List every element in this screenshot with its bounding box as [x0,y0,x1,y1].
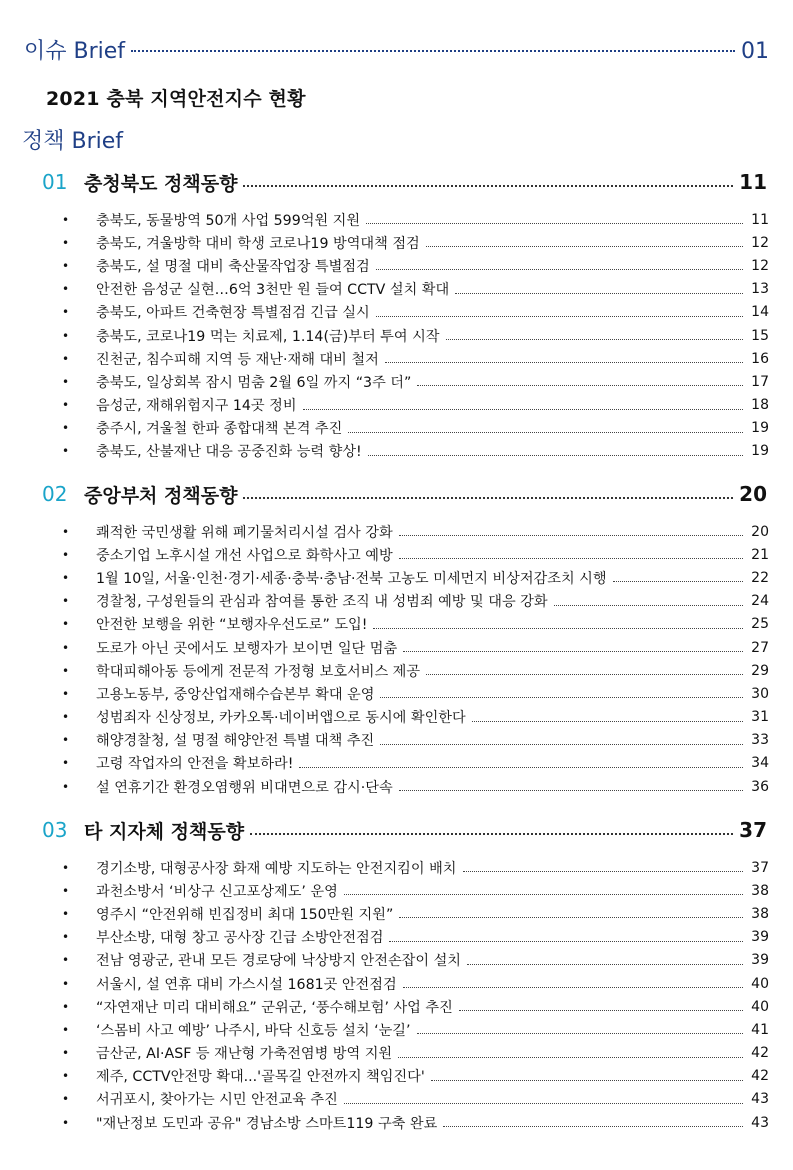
toc-entry[interactable] [62,949,769,972]
toc-entry-title: 중소기업 노후시설 개선 사업으로 화학사고 예방 [96,547,393,564]
toc-entry[interactable] [62,636,769,659]
leader-dots [399,790,743,791]
leader-dots [443,1126,743,1127]
toc-entry-title: ‘스몸비 사고 예방’ 나주시, 바닥 신호등 설치 ‘눈길’ [96,1022,411,1039]
leader-dots [348,432,743,433]
section-heading-row[interactable] [42,817,767,843]
toc-entry-title: 영주시 “안전위해 빈집정비 최대 150만원 지원” [96,906,394,923]
toc-entry-page: 40 [751,975,769,992]
bullet-icon: • [62,976,70,991]
section-heading-row[interactable] [42,481,767,507]
toc-entry[interactable] [62,902,769,925]
toc-entry[interactable] [62,566,769,589]
toc-entry-title: 음성군, 재해위험지구 14곳 정비 [96,398,297,415]
leader-dots [463,871,744,872]
bullet-icon: • [62,398,70,413]
leader-dots [613,581,743,582]
leader-dots [344,894,743,895]
leader-dots [131,50,735,52]
toc-entry[interactable] [62,856,769,879]
toc-entry-page: 39 [751,929,769,946]
toc-entry[interactable] [62,659,769,682]
toc-entry-title: 충북도, 겨울방학 대비 학생 코로나19 방역대책 점검 [96,235,420,252]
bullet-icon: • [62,860,70,875]
section-number: 02 [42,482,68,506]
toc-entry-page: 18 [751,397,769,414]
toc-entry[interactable] [62,347,769,370]
bullet-icon: • [62,594,70,609]
bullet-icon: • [62,1092,70,1107]
toc-entry-page: 37 [751,859,769,876]
toc-entry-page: 43 [751,1091,769,1108]
toc-entry[interactable] [62,324,769,347]
toc-entry-page: 14 [751,304,769,321]
toc-entry-page: 42 [751,1045,769,1062]
toc-entry-page: 22 [751,569,769,586]
toc-entry[interactable] [62,1042,769,1065]
bullet-icon: • [62,547,70,562]
toc-entry-title: 충북도, 일상회복 잠시 멈춤 2월 6일 까지 “3주 더” [96,374,412,391]
leader-dots [398,1057,743,1058]
bullet-icon: • [62,212,70,227]
toc-entry-title: 경기소방, 대형공사장 화재 예방 지도하는 안전지킴이 배치 [96,860,457,877]
leader-dots [431,1080,743,1081]
toc-entry-title: 충북도, 산불재난 대응 공중진화 능력 향상! [96,444,362,461]
toc-entry-page: 40 [751,998,769,1015]
toc-entry-page: 21 [751,546,769,563]
toc-entry-title: 충북도, 동물방역 50개 사업 599억원 지원 [96,212,361,229]
toc-entry-title: “자연재난 미리 대비해요” 군위군, ‘풍수해보험’ 사업 추진 [96,999,453,1016]
issue-brief-label: 이슈 Brief [24,39,126,64]
toc-entry-title: 금산군, AI·ASF 등 재난형 가축전염병 방역 지원 [96,1046,393,1063]
toc-entry-page: 12 [751,234,769,251]
bullet-icon: • [62,305,70,320]
toc-entry-title: 고용노동부, 중앙산업재해수습본부 확대 운영 [96,686,375,703]
toc-entry[interactable] [62,926,769,949]
leader-dots [554,605,743,606]
toc-entry-title: 충주시, 겨울철 한파 종합대책 본격 추진 [96,421,343,438]
leader-dots [376,269,743,270]
section-number: 01 [42,170,68,194]
bullet-icon: • [62,1115,70,1130]
toc-entry-title: 안전한 음성군 실현…6억 3천만 원 들여 CCTV 설치 확대 [96,282,450,299]
section-heading-row[interactable] [42,169,767,195]
toc-entry[interactable] [62,520,769,543]
bullet-icon: • [62,1022,70,1037]
toc-entry-page: 12 [751,257,769,274]
section-item-list [62,520,769,798]
toc-entry[interactable] [62,590,769,613]
section-title: 충청북도 정책동향 [84,172,238,195]
leader-dots [243,185,733,187]
policy-brief-heading: 정책 Brief [22,129,124,154]
leader-dots [385,362,743,363]
toc-entry-page: 11 [751,211,769,228]
toc-entry-page: 20 [751,523,769,540]
bullet-icon: • [62,686,70,701]
bullet-icon: • [62,953,70,968]
leader-dots [472,721,743,722]
toc-entry-title: 설 연휴기간 환경오염행위 비대면으로 감시·단속 [96,779,393,796]
toc-entry[interactable] [62,995,769,1018]
toc-entry[interactable] [62,370,769,393]
bullet-icon: • [62,999,70,1014]
section-title: 타 지자체 정책동향 [84,820,245,843]
toc-entry[interactable] [62,231,769,254]
bullet-icon: • [62,617,70,632]
leader-dots [399,558,743,559]
toc-entry[interactable] [62,729,769,752]
bullet-icon: • [62,663,70,678]
toc-entry-page: 42 [751,1068,769,1085]
bullet-icon: • [62,570,70,585]
toc-entry-title: 충북도, 코로나19 먹는 치료제, 1.14(금)부터 투여 시작 [96,328,440,345]
leader-dots [455,293,743,294]
leader-dots [403,987,743,988]
bullet-icon: • [62,710,70,725]
toc-entry-title: 1월 10일, 서울·인천·경기·세종·충북·충남·전북 고농도 미세먼지 비상저감조치 시행 [96,570,607,587]
leader-dots [389,941,743,942]
leader-dots [399,917,743,918]
leader-dots [299,767,743,768]
leader-dots [380,697,743,698]
bullet-icon: • [62,640,70,655]
leader-dots [426,246,743,247]
bullet-icon: • [62,421,70,436]
toc-entry-page: 24 [751,593,769,610]
section-title: 중앙부처 정책동향 [84,484,238,507]
toc-entry-page: 43 [751,1114,769,1131]
leader-dots [459,1010,743,1011]
toc-entry-title: 제주, CCTV안전망 확대...'골목길 안전까지 책임진다' [96,1069,425,1086]
leader-dots [426,674,743,675]
toc-entry-page: 25 [751,616,769,633]
toc-entry[interactable] [62,254,769,277]
section-page-number: 11 [739,170,767,194]
bullet-icon: • [62,733,70,748]
leader-dots [380,744,743,745]
leader-dots [399,535,743,536]
toc-entry-page: 30 [751,685,769,702]
bullet-icon: • [62,756,70,771]
toc-entry-title: 고령 작업자의 안전을 확보하라! [96,756,294,773]
toc-entry-title: 경찰청, 구성원들의 관심과 참여를 통한 조직 내 성범죄 예방 및 대응 강화 [96,594,548,611]
leader-dots [403,651,743,652]
toc-entry[interactable] [62,1065,769,1088]
toc-entry[interactable] [62,301,769,324]
bullet-icon: • [62,328,70,343]
section-item-list [62,856,769,1134]
toc-entry-page: 41 [751,1021,769,1038]
bullet-icon: • [62,906,70,921]
toc-entry-page: 13 [751,281,769,298]
toc-entry-title: 해양경찰청, 설 명절 해양안전 특별 대책 추진 [96,733,375,750]
toc-entry-title: 충북도, 아파트 건축현장 특별점검 긴급 실시 [96,305,370,322]
toc-entry-title: 도로가 아닌 곳에서도 보행자가 보이면 일단 멈춤 [96,640,398,657]
toc-entry-title: 전남 영광군, 관내 모든 경로당에 낙상방지 안전손잡이 설치 [96,953,462,970]
toc-entry-page: 33 [751,732,769,749]
toc-entry-page: 39 [751,952,769,969]
section-page-number: 20 [739,482,767,506]
toc-entry[interactable] [62,706,769,729]
bullet-icon: • [62,258,70,273]
toc-entry[interactable] [62,682,769,705]
leader-dots [373,628,743,629]
leader-dots [446,339,744,340]
toc-entry-page: 38 [751,905,769,922]
toc-entry-page: 15 [751,327,769,344]
toc-entry[interactable] [62,1018,769,1041]
toc-entry[interactable] [62,278,769,301]
leader-dots [250,833,733,835]
bullet-icon: • [62,1069,70,1084]
bullet-icon: • [62,779,70,794]
toc-entry-title: 충북도, 설 명절 대비 축산물작업장 특별점검 [96,258,370,275]
toc-entry[interactable] [62,440,769,463]
toc-entry-title: 쾌적한 국민생활 위해 폐기물처리시설 검사 강화 [96,524,393,541]
toc-entry-page: 19 [751,443,769,460]
leader-dots [467,964,743,965]
toc-entry-page: 29 [751,662,769,679]
leader-dots [303,409,743,410]
leader-dots [376,316,743,317]
toc-entry[interactable] [62,752,769,775]
section-page-number: 37 [739,818,767,842]
toc-entry[interactable] [62,613,769,636]
toc-entry-title: 서울시, 설 연휴 대비 가스시설 1681곳 안전점검 [96,976,397,993]
section-number: 03 [42,818,68,842]
toc-entry-title: 서귀포시, 찾아가는 시민 안전교육 추진 [96,1092,338,1109]
toc-entry-title: 부산소방, 대형 창고 공사장 긴급 소방안전점검 [96,930,384,947]
bullet-icon: • [62,524,70,539]
issue-brief-page: 01 [741,39,769,64]
toc-entry-page: 16 [751,350,769,367]
toc-entry[interactable] [62,394,769,417]
bullet-icon: • [62,883,70,898]
leader-dots [366,223,743,224]
bullet-icon: • [62,282,70,297]
toc-entry-page: 19 [751,420,769,437]
toc-entry-page: 34 [751,755,769,772]
section-item-list [62,208,769,463]
toc-entry-title: 성범죄자 신상정보, 카카오톡·네이버앱으로 동시에 확인한다 [96,710,466,727]
bullet-icon: • [62,374,70,389]
leader-dots [344,1103,743,1104]
leader-dots [417,385,743,386]
toc-entry-page: 17 [751,373,769,390]
bullet-icon: • [62,930,70,945]
toc-entry[interactable] [62,543,769,566]
bullet-icon: • [62,1046,70,1061]
toc-entry[interactable] [62,879,769,902]
toc-entry[interactable] [62,972,769,995]
toc-entry[interactable] [62,208,769,231]
toc-entry-title: 진천군, 침수피해 지역 등 재난·재해 대비 철저 [96,351,379,368]
leader-dots [417,1033,743,1034]
bullet-icon: • [62,235,70,250]
toc-entry-title: 학대피해아동 등에게 전문적 가정형 보호서비스 제공 [96,663,421,680]
toc-entry-title: 안전한 보행을 위한 “보행자우선도로” 도입! [96,617,368,634]
toc-entry-page: 31 [751,709,769,726]
bullet-icon: • [62,351,70,366]
toc-entry-page: 36 [751,778,769,795]
toc-entry-title: "재난정보 도민과 공유" 경남소방 스마트119 구축 완료 [96,1115,438,1132]
toc-entry-page: 27 [751,639,769,656]
toc-entry[interactable] [62,417,769,440]
toc-entry-title: 과천소방서 ‘비상구 신고포상제도’ 운영 [96,883,338,900]
toc-entry[interactable] [62,775,769,798]
leader-dots [243,497,733,499]
issue-brief-subtitle[interactable]: 2021 충북 지역안전지수 현황 [46,88,306,110]
bullet-icon: • [62,444,70,459]
toc-entry[interactable] [62,1088,769,1111]
leader-dots [368,455,743,456]
issue-brief-row[interactable] [24,34,769,62]
toc-entry[interactable] [62,1111,769,1134]
toc-entry-page: 38 [751,882,769,899]
